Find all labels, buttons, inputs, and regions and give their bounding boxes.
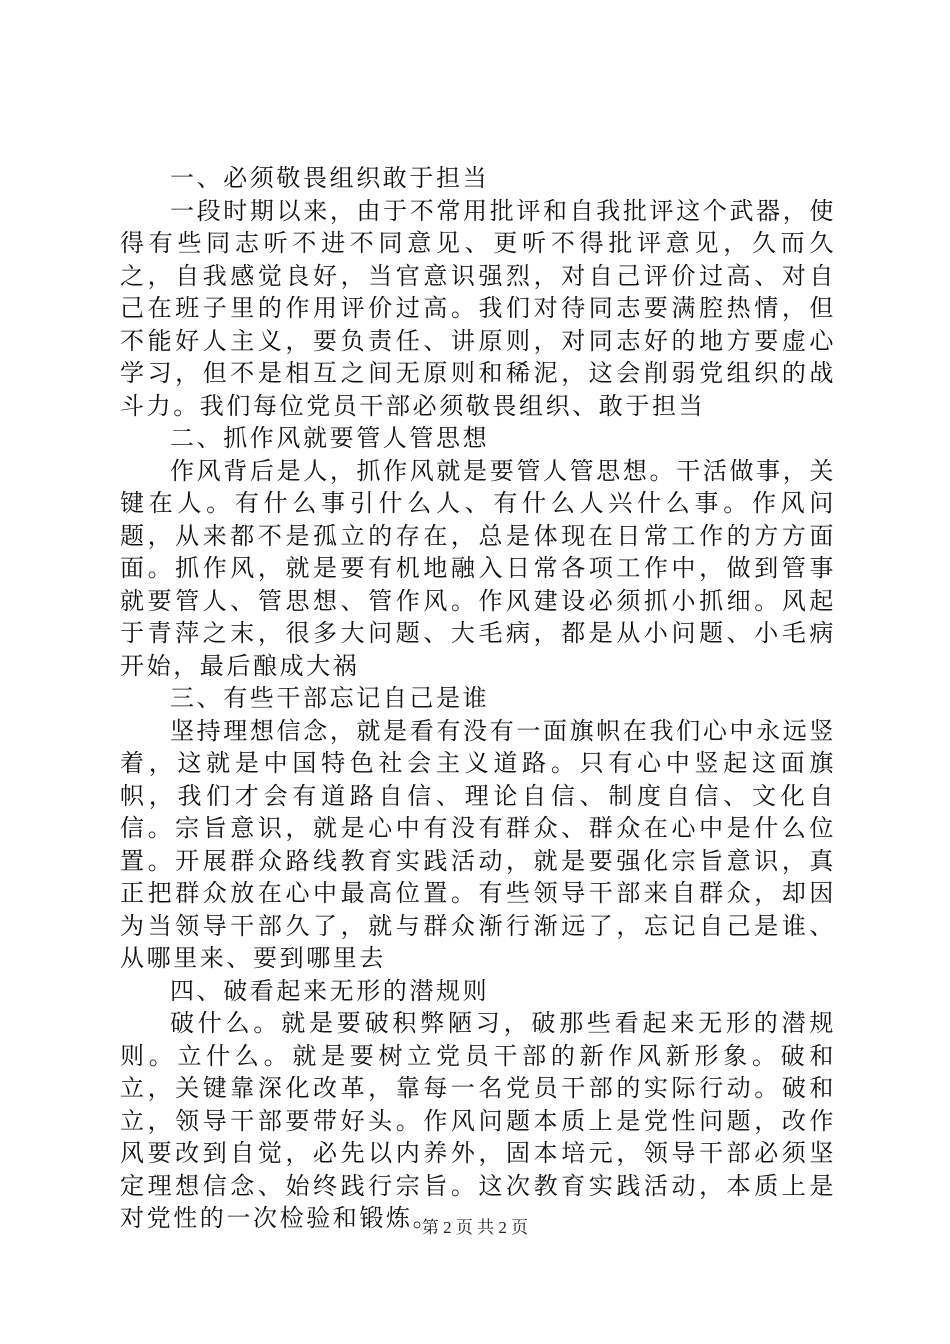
section-heading-4: 四、破看起来无形的潜规则 (170, 976, 490, 1005)
section-heading-1: 一、必须敬畏组织敢于担当 (170, 164, 490, 192)
section-heading-3: 三、有些干部忘记自己是谁 (170, 684, 490, 712)
section-paragraph-1: 一段时期以来，由于不常用批评和自我批评这个武器，使得有些同志听不进不同意见、更听不得批评意见，久而久之，自我感觉良好，当官意识强烈，对自己评价过高、对自己在班子里的作用评价过高。我们对待同志要满腔热情，但不能好人主义，要负责任、讲原则，对同志好的地方要虚心学习，但不是相互之间无原则和稀泥，这会削弱党组织的战斗力。我们每位党员干部必须敬畏组织、敢于担当 (120, 196, 836, 420)
section-heading-2: 二、抓作风就要管人管思想 (170, 424, 490, 452)
section-paragraph-4: 破什么。就是要破积弊陋习，破那些看起来无形的潜规则。立什么。就是要树立党员干部的新作风新形象。破和立，关键靠深化改革，靠每一名党员干部的实际行动。破和立，领导干部要带好头。作风问题本质上是党性问题，改作风要改到自觉，必先以内养外，固本培元，领导干部必须坚定理想信念、始终践行宗旨。这次教育实践活动，本质上是对党性的一次检验和锻炼。 (120, 1009, 836, 1232)
page-footer: 第 2 页 共 2 页 (421, 1218, 529, 1237)
document-body (120, 162, 836, 1235)
section-paragraph-3: 坚持理想信念，就是看有没有一面旗帜在我们心中永远竖着，这就是中国特色社会主义道路。只有心中竖起这面旗帜，我们才会有道路自信、理论自信、制度自信、文化自信。宗旨意识，就是心中有没有群众、群众在心中是什么位置。开展群众路线教育实践活动，就是要强化宗旨意识，真正把群众放在心中最高位置。有些领导干部来自群众，却因为当领导干部久了，就与群众渐行渐远了，忘记自己是谁、从哪里来、要到哪里去 (120, 716, 836, 972)
section-paragraph-2: 作风背后是人，抓作风就是要管人管思想。干活做事，关键在人。有什么事引什么人、有什么人兴什么事。作风问题，从来都不是孤立的存在，总是体现在日常工作的方方面面。抓作风，就是要有机地融入日常各项工作中，做到管事就要管人、管思想、管作风。作风建设必须抓小抓细。风起于青萍之末，很多大问题、大毛病，都是从小问题、小毛病开始，最后酿成大祸 (120, 456, 836, 680)
